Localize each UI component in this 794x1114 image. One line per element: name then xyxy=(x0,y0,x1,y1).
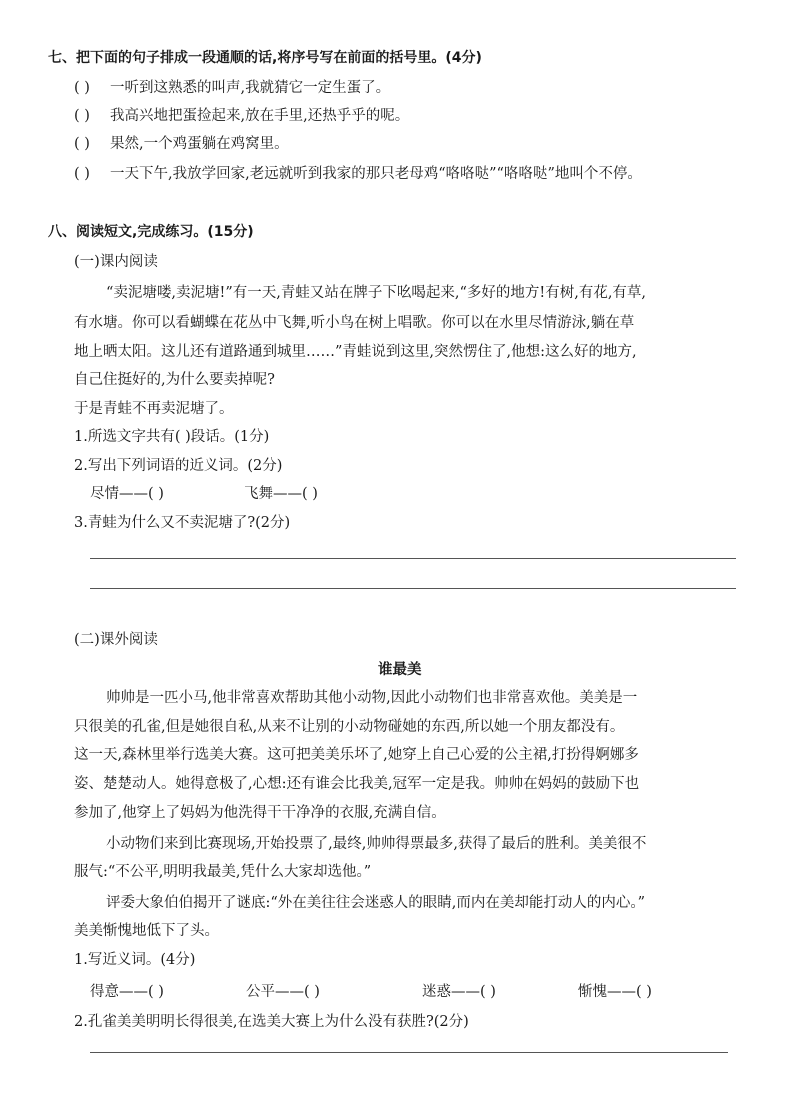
reorder-sentence: 我高兴地把蛋捡起来,放在手里,还热乎乎的呢。 xyxy=(110,108,410,124)
reorder-item-2 xyxy=(74,106,409,126)
passage2-line: 参加了,他穿上了妈妈为他洗得干干净净的衣服,充满自信。 xyxy=(74,805,446,821)
reorder-item-1 xyxy=(74,78,390,98)
answer-line[interactable] xyxy=(90,558,736,559)
passage1-line: 地上晒太阳。这儿还有道路通到城里……”青蛙说到这里,突然愣住了,他想:这么好的地方, xyxy=(74,344,637,360)
reorder-sentence: 果然,一个鸡蛋躺在鸡窝里。 xyxy=(110,136,289,152)
section8-title: 八、阅读短文,完成练习。(15分) xyxy=(48,224,254,240)
synonym-blank[interactable]: 公平——( ) xyxy=(246,984,320,1000)
answer-line[interactable] xyxy=(90,588,736,589)
section7-title-text: 七、把下面的句子排成一段通顺的话,将序号写在前面的括号里。(4分) xyxy=(48,50,482,66)
passage1-line: 有水塘。你可以看蝴蝶在花丛中飞舞,听小鸟在树上唱歌。你可以在水里尽情游泳,躺在草 xyxy=(74,315,635,331)
synonym-blank[interactable]: 得意——( ) xyxy=(90,984,164,1000)
answer-blank[interactable]: ( ) xyxy=(74,136,90,152)
passage2-line: 帅帅是一匹小马,他非常喜欢帮助其他小动物,因此小动物们也非常喜欢他。美美是一 xyxy=(106,690,638,706)
part2-heading: (二)课外阅读 xyxy=(74,632,158,648)
passage2-line: 只很美的孔雀,但是她很自私,从来不让别的小动物碰她的东西,所以她一个朋友都没有。 xyxy=(74,719,625,735)
passage1-line: 自己住挺好的,为什么要卖掉呢? xyxy=(74,372,275,388)
part1-question-2: 2.写出下列词语的近义词。(2分) xyxy=(74,458,283,474)
synonym-blank[interactable]: 迷惑——( ) xyxy=(422,984,496,1000)
answer-blank[interactable]: ( ) xyxy=(74,108,90,124)
reorder-sentence: 一天下午,我放学回家,老远就听到我家的那只老母鸡“咯咯哒”“咯咯哒”地叫个不停。 xyxy=(110,166,642,182)
part2-question-1: 1.写近义词。(4分) xyxy=(74,952,196,968)
part1-question-1: 1.所选文字共有( )段话。(1分) xyxy=(74,429,270,445)
synonym-blank[interactable]: 飞舞——( ) xyxy=(244,486,318,502)
story-title: 谁最美 xyxy=(378,662,422,678)
passage1-line: 于是青蛙不再卖泥塘了。 xyxy=(74,401,234,417)
passage2-line: 美美惭愧地低下了头。 xyxy=(74,923,219,939)
part1-heading: (一)课内阅读 xyxy=(74,254,158,270)
passage2-line: 小动物们来到比赛现场,开始投票了,最终,帅帅得票最多,获得了最后的胜利。美美很不 xyxy=(106,836,647,852)
answer-line[interactable] xyxy=(90,1052,728,1053)
passage1-line: “卖泥塘喽,卖泥塘!”有一天,青蛙又站在牌子下吆喝起来,“多好的地方!有树,有花,有草, xyxy=(106,285,647,301)
passage2-line: 服气:“不公平,明明我最美,凭什么大家却选他。” xyxy=(74,864,372,880)
synonym-blank[interactable]: 尽情——( ) xyxy=(90,486,164,502)
reorder-item-3 xyxy=(74,134,289,154)
part2-question-2: 2.孔雀美美明明长得很美,在选美大赛上为什么没有获胜?(2分) xyxy=(74,1014,469,1030)
synonym-blank[interactable]: 惭愧——( ) xyxy=(578,984,652,1000)
passage2-line: 这一天,森林里举行选美大赛。这可把美美乐坏了,她穿上自己心爱的公主裙,打扮得婀娜多 xyxy=(74,747,639,763)
answer-blank[interactable]: ( ) xyxy=(74,166,90,182)
answer-blank[interactable]: ( ) xyxy=(74,80,90,96)
reorder-item-4 xyxy=(74,164,642,184)
part1-question-3: 3.青蛙为什么又不卖泥塘了?(2分) xyxy=(74,515,291,531)
reorder-sentence: 一听到这熟悉的叫声,我就猜它一定生蛋了。 xyxy=(110,80,391,96)
passage2-line: 评委大象伯伯揭开了谜底:“外在美往往会迷惑人的眼睛,而内在美却能打动人的内心。” xyxy=(106,895,646,911)
passage2-line: 姿、楚楚动人。她得意极了,心想:还有谁会比我美,冠军一定是我。帅帅在妈妈的鼓励下也 xyxy=(74,776,640,792)
